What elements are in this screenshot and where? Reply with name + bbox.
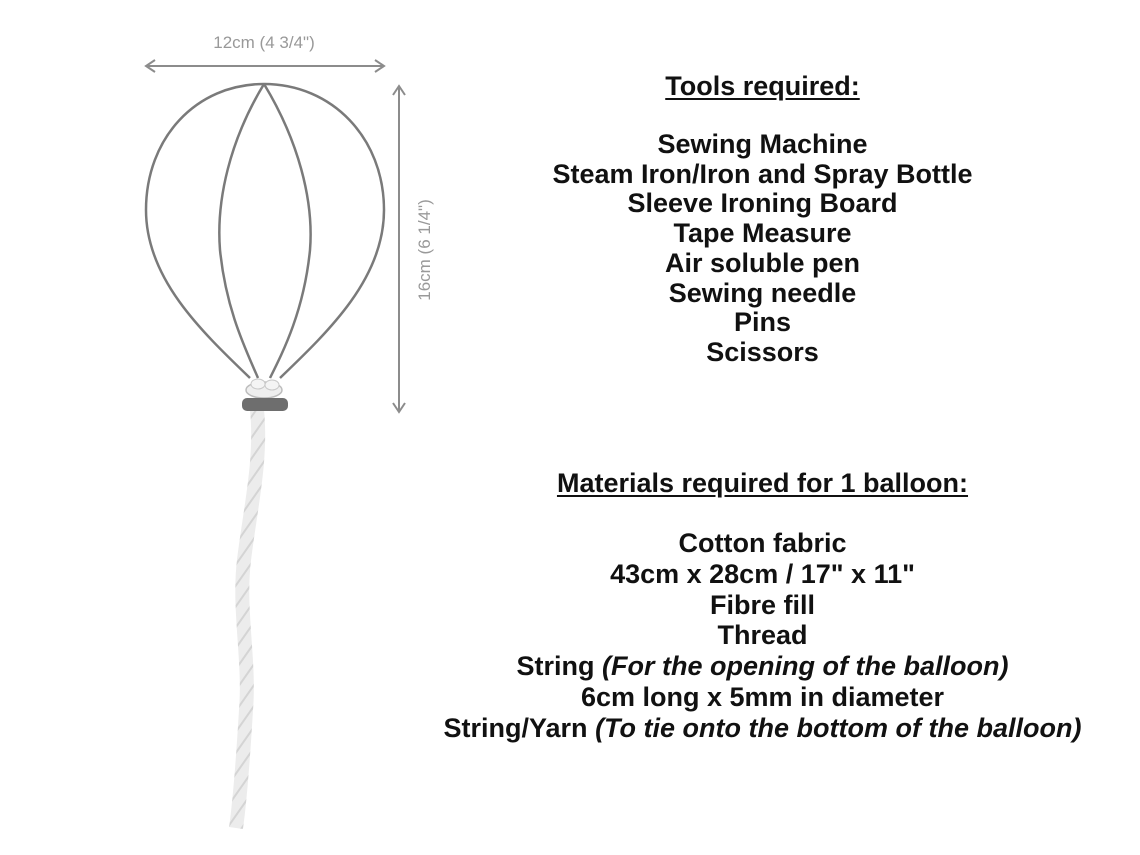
tool-item: Pins xyxy=(733,307,792,338)
material-item-text: Cotton fabric xyxy=(678,528,847,558)
height-label: 16cm (6 1/4") xyxy=(415,199,434,301)
material-item-text: 43cm x 28cm / 17" x 11" xyxy=(610,558,915,589)
balloon-outline xyxy=(146,84,384,378)
tools-heading: Tools required: xyxy=(665,71,860,101)
balloon-opening-knot xyxy=(242,379,288,411)
material-item-text: String xyxy=(516,651,603,682)
width-dimension-arrow xyxy=(146,60,384,72)
material-item-text: 6cm long x 5mm in diameter xyxy=(580,681,945,712)
tool-item: Sewing Machine xyxy=(657,129,868,159)
material-item-text: Fibre fill xyxy=(709,589,815,620)
material-item-note: (To tie onto the bottom of the balloon) xyxy=(595,712,1082,743)
materials-list xyxy=(390,528,1135,744)
tool-item: Scissors xyxy=(706,336,819,367)
tools-list xyxy=(390,130,1135,368)
material-item xyxy=(390,713,1135,744)
tool-item: Air soluble pen xyxy=(664,247,861,278)
material-item xyxy=(390,559,1135,590)
material-item-text: String/Yarn xyxy=(443,712,596,743)
material-item xyxy=(390,590,1135,621)
material-item xyxy=(390,528,1135,559)
material-item-note: (For the opening of the balloon) xyxy=(602,651,1009,682)
tools-section xyxy=(390,70,1135,368)
materials-section xyxy=(390,467,1135,744)
material-item xyxy=(390,682,1135,713)
materials-heading: Materials required for 1 balloon: xyxy=(556,468,969,498)
tool-item: Steam Iron/Iron and Spray Bottle xyxy=(552,158,973,189)
tool-item: Sewing needle xyxy=(668,277,857,308)
tool-item: Tape Measure xyxy=(673,218,852,249)
text-column xyxy=(390,70,1135,743)
width-label: 12cm (4 3/4") xyxy=(213,33,315,52)
material-item-text: Thread xyxy=(717,620,808,651)
hanging-rope xyxy=(236,410,258,828)
material-item xyxy=(390,651,1135,682)
tool-item: Sleeve Ironing Board xyxy=(627,188,898,219)
material-item xyxy=(390,620,1135,651)
